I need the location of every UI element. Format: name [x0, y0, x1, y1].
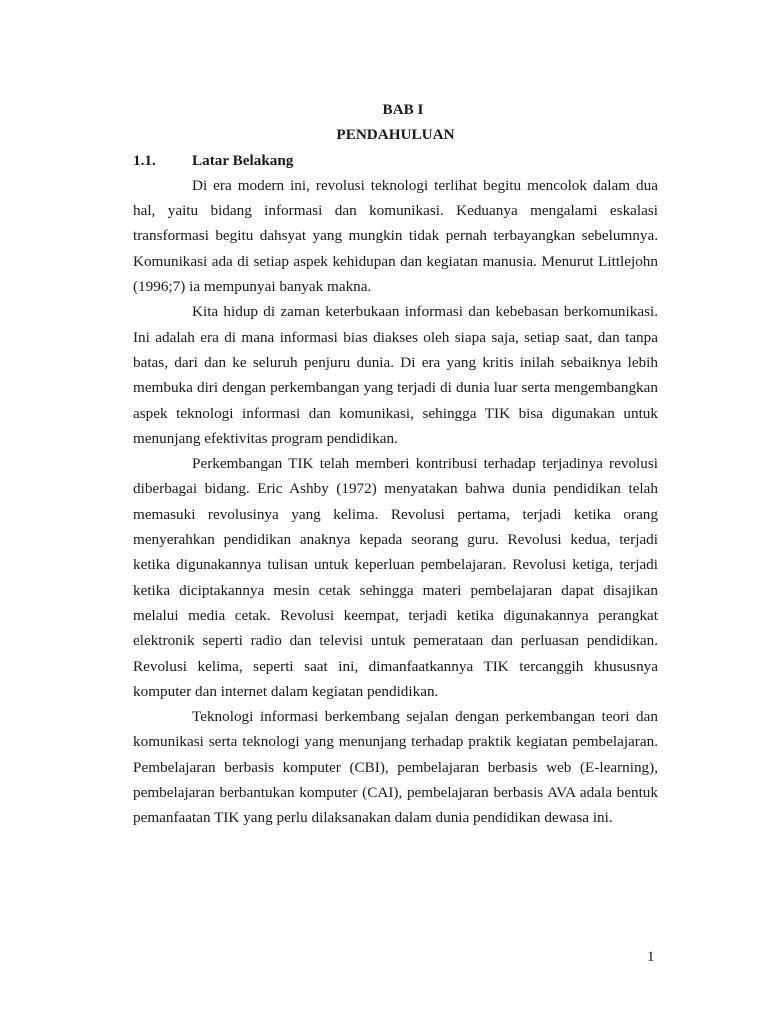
chapter-label	[133, 97, 658, 122]
paragraph-3: Perkembangan TIK telah memberi kontribusi terhadap terjadinya revolusi diberbagai bidang. Eric Ashby (1972) menyatakan bahwa dunia pendidikan telah memasuki revolusinya yang kelima. Revolusi pertama, terjadi ketika orang menyerahkan pendidikan anaknya kepada seorang guru. Revolusi kedua, terjadi ketika digunakannya tulisan untuk keperluan pembelajaran. Revolusi ketiga, terjadi ketika diciptakannya mesin cetak sehingga materi pembelajaran dapat disajikan melalui media cetak. Revolusi keempat, terjadi ketika digunakannya perangkat elektronik seperti radio dan televisi untuk pemerataan dan perluasan pendidikan. Revolusi kelima, seperti saat ini, dimanfaatkannya TIK tercanggih khususnya komputer dan internet dalam kegiatan pendidikan.	[133, 455, 658, 700]
paragraph-1: Di era modern ini, revolusi teknologi terlihat begitu mencolok dalam dua hal, yaitu bidang informasi dan komunikasi. Keduanya mengalami eskalasi transformasi begitu dahsyat yang mungkin tidak pernah terbayangkan sebelumnya. Komunikasi ada di setiap aspek kehidupan dan kegiatan manusia. Menurut Littlejohn (1996;7) ia mempunyai banyak makna.	[133, 176, 658, 296]
chapter-title: PENDAHULUAN	[336, 126, 455, 144]
page-number: 1	[647, 949, 655, 965]
paragraph-4: Teknologi informasi berkembang sejalan dengan perkembangan teori dan komunikasi serta teknologi yang menunjang terhadap praktik kegiatan pembelajaran. Pembelajaran berbasis komputer (CBI), pembelajaran berbasis web (E-learning), pembelajaran berbantukan komputer (CAI), pembelajaran berbasis AVA adala bentuk pemanfaatan TIK yang perlu dilaksanakan dalam dunia pendidikan dewasa ini.	[133, 708, 658, 827]
section-number: 1.1.	[133, 151, 156, 169]
paragraph-2: Kita hidup di zaman keterbukaan informasi dan kebebasan berkomunikasi. Ini adalah era di mana informasi bias diakses oleh siapa saja, setiap saat, dan tanpa batas, dari dan ke seluruh penjuru dunia. Di era yang kritis inilah sebaiknya lebih membuka diri dengan perkembangan yang terjadi di dunia luar serta mengembangkan aspek teknologi informasi dan komunikasi, sehingga TIK bisa digunakan untuk menunjang efektivitas program pendidikan.	[133, 303, 658, 447]
section-title: Latar Belakang	[192, 151, 294, 169]
chapter-label-text: BAB I	[382, 101, 424, 118]
page-content	[133, 97, 658, 831]
section-heading	[133, 148, 658, 173]
